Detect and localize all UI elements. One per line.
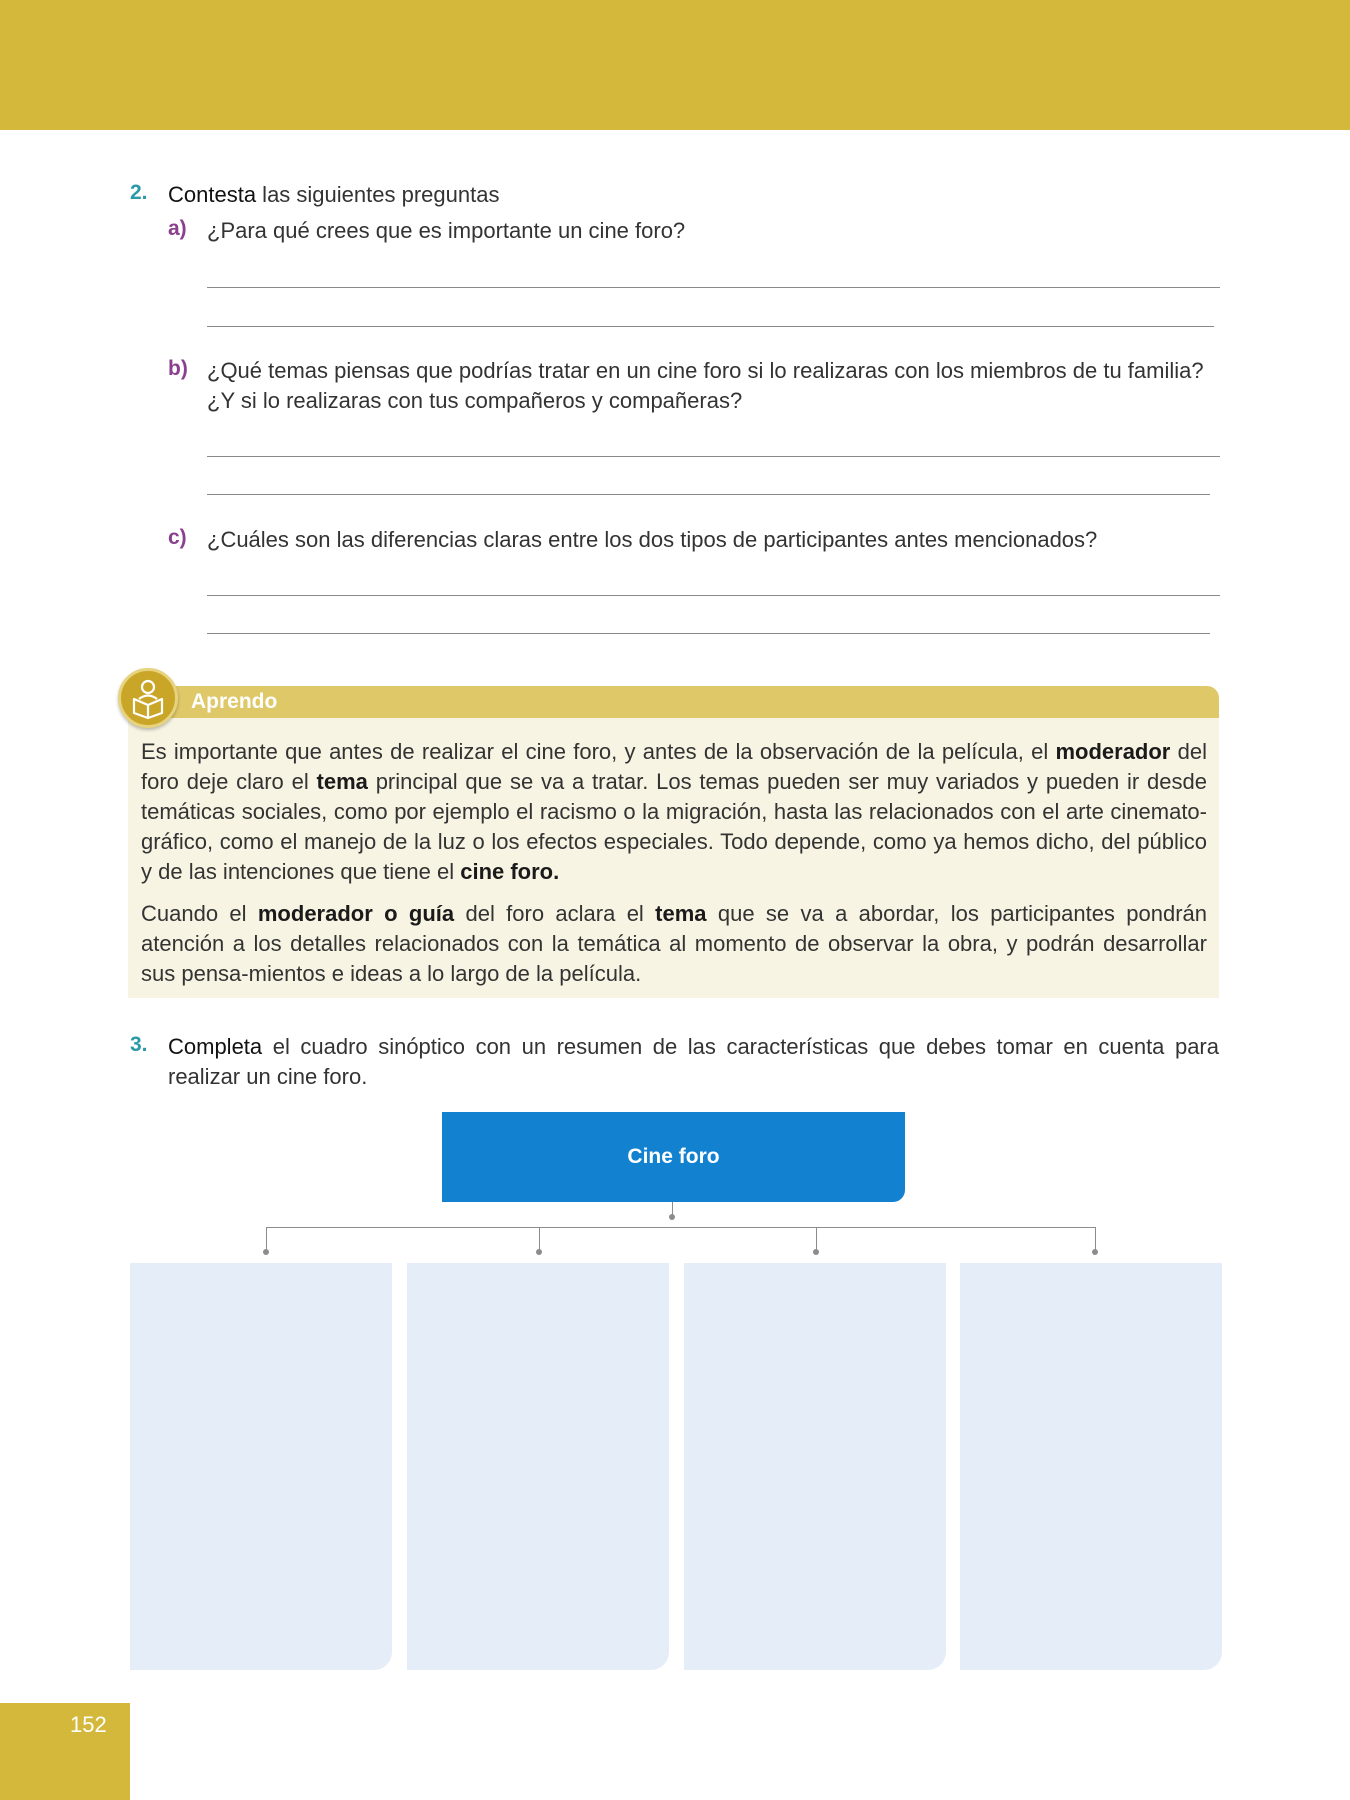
diagram-column-1[interactable]: [130, 1263, 392, 1670]
question-2-prompt: [168, 180, 499, 210]
connector-dot-root: [669, 1214, 675, 1220]
answer-line-2a-2[interactable]: [207, 326, 1214, 327]
connector-dot-4: [1092, 1249, 1098, 1255]
question-2a-text: ¿Para qué crees que es importante un cine foro?: [207, 218, 686, 243]
question-2a-letter: a): [168, 217, 187, 240]
aprendo-paragraph-2: Cuando el moderador o guía del foro aclara el tema que se va a abordar, los participantes pondrán atención a los detalles relacionados con la temática al momento de observar la obra, y podrán desarrollar sus pensa-mientos e ideas a lo largo de la película.: [141, 901, 1208, 986]
question-2c-text: ¿Cuáles son las diferencias claras entre los dos tipos de participantes antes mencionados?: [207, 527, 1098, 552]
aprendo-title: Aprendo: [191, 690, 278, 713]
question-2b-letter: b): [168, 357, 188, 380]
connector-branch-3: [816, 1227, 817, 1251]
answer-line-2a-1[interactable]: [207, 287, 1220, 288]
question-2-number: 2.: [130, 181, 148, 204]
connector-dot-2: [536, 1249, 542, 1255]
diagram-column-4[interactable]: [960, 1263, 1222, 1670]
connector-dot-3: [813, 1249, 819, 1255]
question-2b-line1: ¿Qué temas piensas que podrías tratar en un cine foro si lo realizaras con los miembros de tu familia?: [207, 358, 1204, 383]
answer-line-2b-2[interactable]: [207, 494, 1210, 495]
connector-dot-1: [263, 1249, 269, 1255]
aprendo-header-bar: [128, 686, 1219, 718]
answer-line-2c-1[interactable]: [207, 595, 1220, 596]
connector-branch-4: [1095, 1227, 1096, 1251]
diagram-column-2[interactable]: [407, 1263, 669, 1670]
page-number: 152: [70, 1712, 107, 1737]
header-band: [0, 0, 1350, 130]
connector-horizontal: [266, 1227, 1095, 1228]
question-2-verb: Contesta: [168, 182, 257, 207]
diagram-column-3[interactable]: [684, 1263, 946, 1670]
question-2b-line2: ¿Y si lo realizaras con tus compañeros y compañeras?: [207, 388, 743, 413]
connector-branch-2: [539, 1227, 540, 1251]
aprendo-paragraph-1: Es importante que antes de realizar el cine foro, y antes de la observación de la película, el moderador del foro deje claro el tema principal que se va a tratar. Los temas pueden ser muy variados y pueden ir desde temáticas sociales, como por ejemplo el racismo o la migración, hasta las relacionados con el arte cinemato-gráfico, como el manejo de la luz o los efectos especiales. Todo depende, como ya hemos dicho, del público y de las intenciones que tiene el cine foro.: [141, 739, 1207, 884]
question-2-text: las siguientes preguntas: [256, 182, 500, 207]
page-number-tab: [0, 1703, 130, 1800]
answer-line-2c-2[interactable]: [207, 633, 1210, 634]
question-2c-letter: c): [168, 526, 187, 549]
answer-line-2b-1[interactable]: [207, 456, 1220, 457]
question-3-text: el cuadro sinóptico con un resumen de las características que debes tomar en cuenta para realizar un cine foro.: [168, 1034, 1219, 1089]
question-3-prompt: [168, 1032, 1219, 1092]
reader-icon: [118, 668, 178, 728]
question-3-number: 3.: [130, 1033, 148, 1056]
question-3-verb: Completa: [168, 1034, 263, 1059]
connector-branch-1: [266, 1227, 267, 1251]
diagram-root-label: Cine foro: [627, 1145, 720, 1168]
